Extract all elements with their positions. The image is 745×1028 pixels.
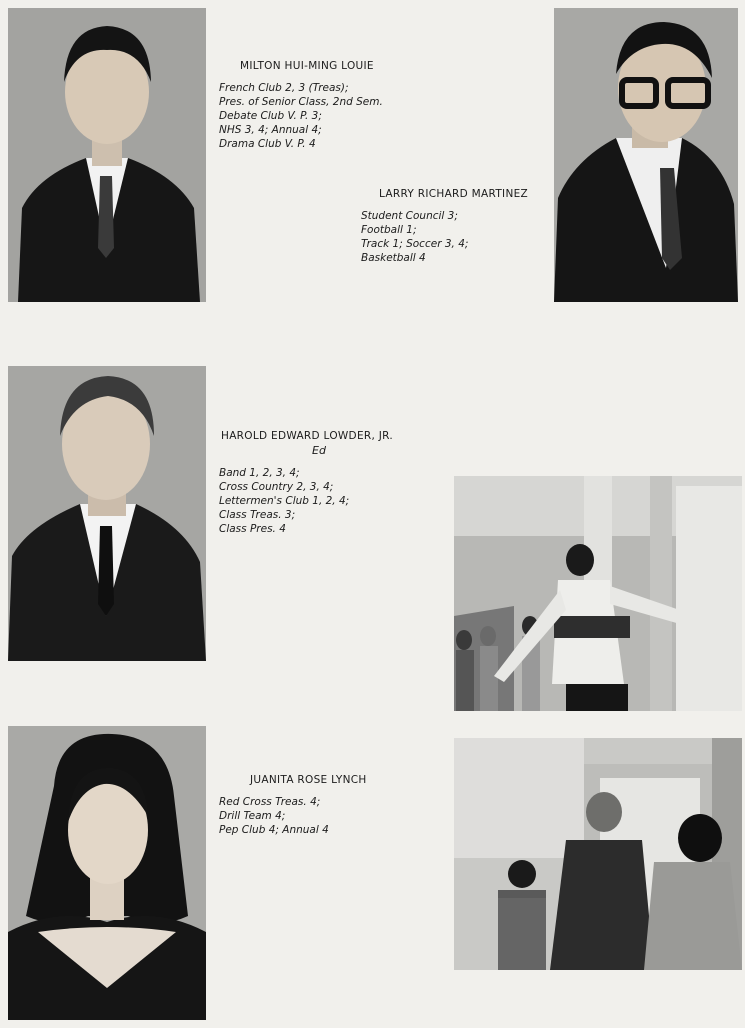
- activity-line: Red Cross Treas. 4;: [219, 796, 321, 808]
- portrait-milton-louie: [8, 8, 206, 302]
- activity-line: Class Treas. 3;: [219, 509, 296, 521]
- portrait-larry-martinez: [554, 8, 738, 302]
- senior-nickname: Ed: [312, 444, 326, 457]
- portrait-juanita-lynch: [8, 726, 206, 1020]
- senior-name: JUANITA ROSE LYNCH: [250, 774, 367, 786]
- activity-line: Pep Club 4; Annual 4: [219, 824, 329, 836]
- senior-name: HAROLD EDWARD LOWDER, JR.: [221, 430, 394, 442]
- activity-line: Drill Team 4;: [219, 810, 286, 822]
- senior-entry-harold-lowder: [219, 430, 393, 536]
- senior-name: LARRY RICHARD MARTINEZ: [379, 188, 529, 200]
- senior-entry-milton-louie: [219, 60, 383, 151]
- activity-line: Football 1;: [361, 224, 417, 236]
- activity-line: Debate Club V. P. 3;: [219, 110, 322, 122]
- activity-line: Track 1; Soccer 3, 4;: [361, 238, 469, 250]
- senior-name: MILTON HUI-MING LOUIE: [240, 60, 374, 72]
- activity-line: Drama Club V. P. 4: [219, 138, 316, 150]
- candid-photo-doorway: [454, 738, 742, 970]
- activity-line: Band 1, 2, 3, 4;: [219, 467, 300, 479]
- activity-line: French Club 2, 3 (Treas);: [219, 82, 349, 94]
- activity-line: Pres. of Senior Class, 2nd Sem.: [219, 96, 383, 108]
- activity-line: Lettermen's Club 1, 2, 4;: [219, 495, 350, 507]
- activity-line: Student Council 3;: [361, 210, 458, 222]
- senior-entry-juanita-lynch: [219, 774, 367, 837]
- activity-line: Cross Country 2, 3, 4;: [219, 481, 334, 493]
- candid-photo-hallway: [454, 476, 742, 711]
- activity-line: Basketball 4: [361, 252, 426, 264]
- activity-line: NHS 3, 4; Annual 4;: [219, 124, 322, 136]
- activity-line: Class Pres. 4: [219, 523, 286, 535]
- portrait-harold-lowder: [8, 366, 206, 661]
- senior-entry-larry-martinez: [361, 188, 528, 265]
